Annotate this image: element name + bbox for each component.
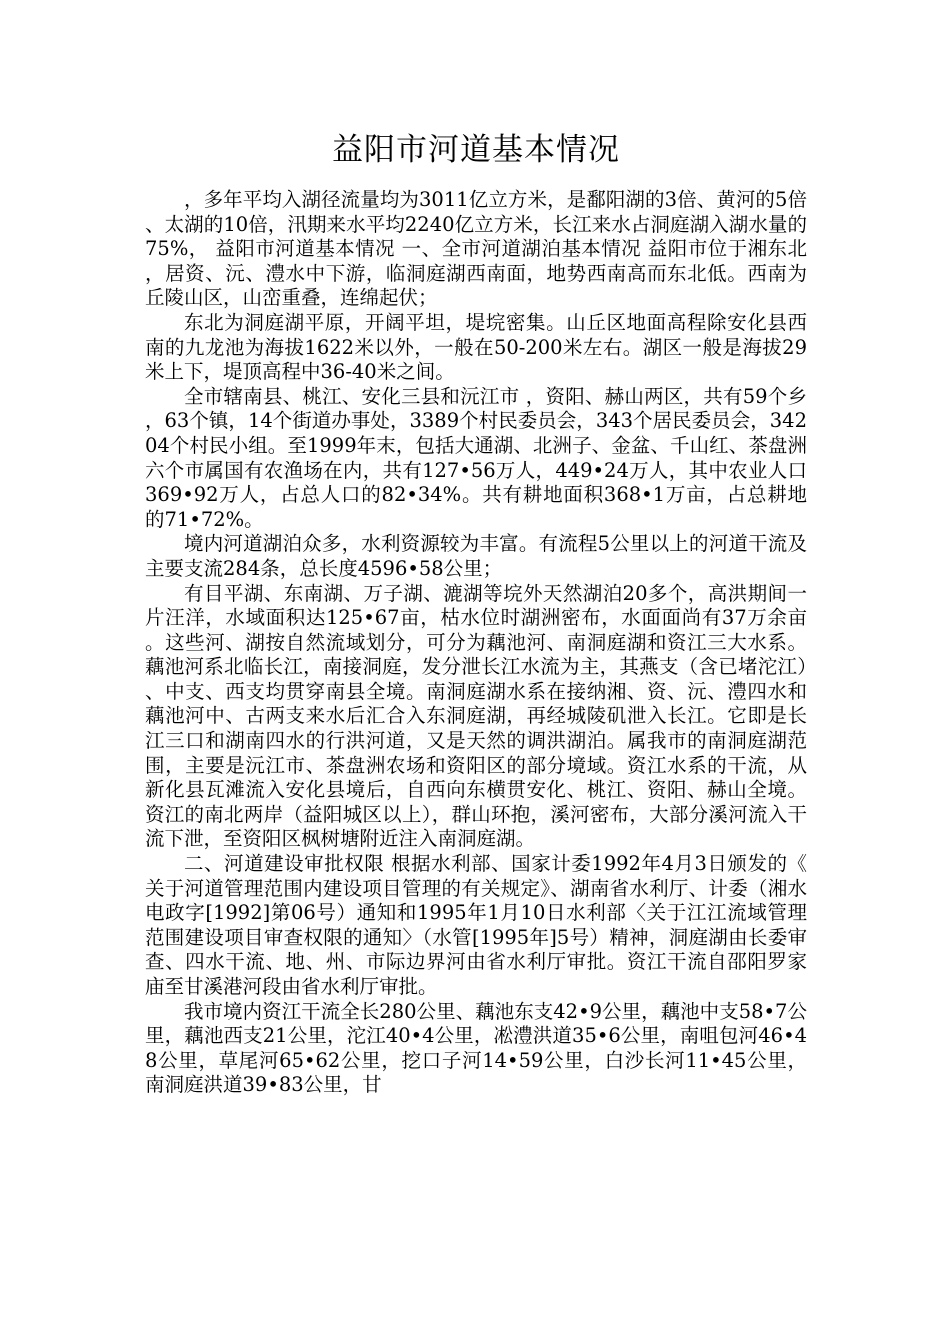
document-page	[145, 128, 807, 1098]
paragraph-2: 东北为洞庭湖平原，开阔平坦，堤垸密集。山丘区地面高程除安化县西南的九龙池为海拔1622米以外，一般在50-200米左右。湖区一般是海拔29米上下，堤顶高程中36-40米之间。	[145, 310, 807, 384]
paragraph-5: 有目平湖、东南湖、万子湖、漉湖等垸外天然湖泊20多个，高洪期间一片汪洋，水域面积达125•67亩，枯水位时湖洲密布，水面面尚有37万余亩。这些河、湖按自然流域划分，可分为藕池河、南洞庭湖和资江三大水系。藕池河系北临长江，南接洞庭，发分泄长江水流为主，其燕支（含已堵沱江）、中支、西支均贯穿南县全境。南洞庭湖水系在接纳湘、资、沅、澧四水和藕池河中、古两支来水后汇合入东洞庭湖，再经城陵矶泄入长江。它即是长江三口和湖南四水的行洪河道，又是天然的调洪湖泊。属我市的南洞庭湖范围，主要是沅江市、茶盘洲农场和资阳区的部分境域。资江水系的干流，从新化县瓦滩流入安化县境后，自西向东横贯安化、桃江、资阳、赫山全境。资江的南北两岸（益阳城区以上），群山环抱，溪河密布，大部分溪河流入干流下泄，至资阳区枫树塘附近注入南洞庭湖。	[145, 581, 807, 851]
paragraph-3: 全市辖南县、桃江、安化三县和沅江市 ，资阳、赫山两区，共有59个乡，63个镇，14个街道办事处，3389个村民委员会，343个居民委员会，34204个村民小组。至1999年末，包括大通湖、北洲子、金盆、千山红、茶盘洲六个市属国有农渔场在内，共有127•56万人，449•24万人，其中农业人口369•92万人，占总人口的82•34%。共有耕地面积368•1万亩，占总耕地的71•72%。	[145, 384, 807, 531]
paragraph-7: 我市境内资江干流全长280公里、藕池东支42•9公里，藕池中支58•7公里，藕池西支21公里，沱江40•4公里，凇澧洪道35•6公里，南咀包河46•48公里，草尾河65•62公里，挖口子河14•59公里，白沙长河11•45公里，南洞庭洪道39•83公里，甘	[145, 999, 807, 1097]
document-title: 益阳市河道基本情况	[332, 132, 620, 168]
paragraph-4: 境内河道湖泊众多，水利资源较为丰富。有流程5公里以上的河道干流及主要支流284条，总长度4596•58公里；	[145, 532, 807, 580]
paragraph-6: 二、河道建设审批权限 根据水利部、国家计委1992年4月3日颁发的《关于河道管理范围内建设项目管理的有关规定》、湖南省水利厅、计委（湘水电政字[1992]第06号）通知和1995年1月10日水利部〈关于江江流域管理范围建设项目审查权限的通知〉（水管[1995年]5号）精神，洞庭湖由长委审查、四水干流、地、州、市际边界河由省水利厅审批。资江干流自邵阳罗家庙至甘溪港河段由省水利厅审批。	[145, 852, 807, 998]
paragraph-1: ，多年平均入湖径流量均为3011亿立方米，是鄱阳湖的3倍、黄河的5倍、太湖的10倍，汛期来水平均2240亿立方米，长江来水占洞庭湖入湖水量的75%， 益阳市河道基本情况 一、全市河道湖泊基本情况 益阳市位于湘东北，居资、沅、澧水中下游，临洞庭湖西南面，地势西南高而东北低。西南为丘陵山区，山峦重叠，连绵起伏；	[145, 188, 807, 310]
